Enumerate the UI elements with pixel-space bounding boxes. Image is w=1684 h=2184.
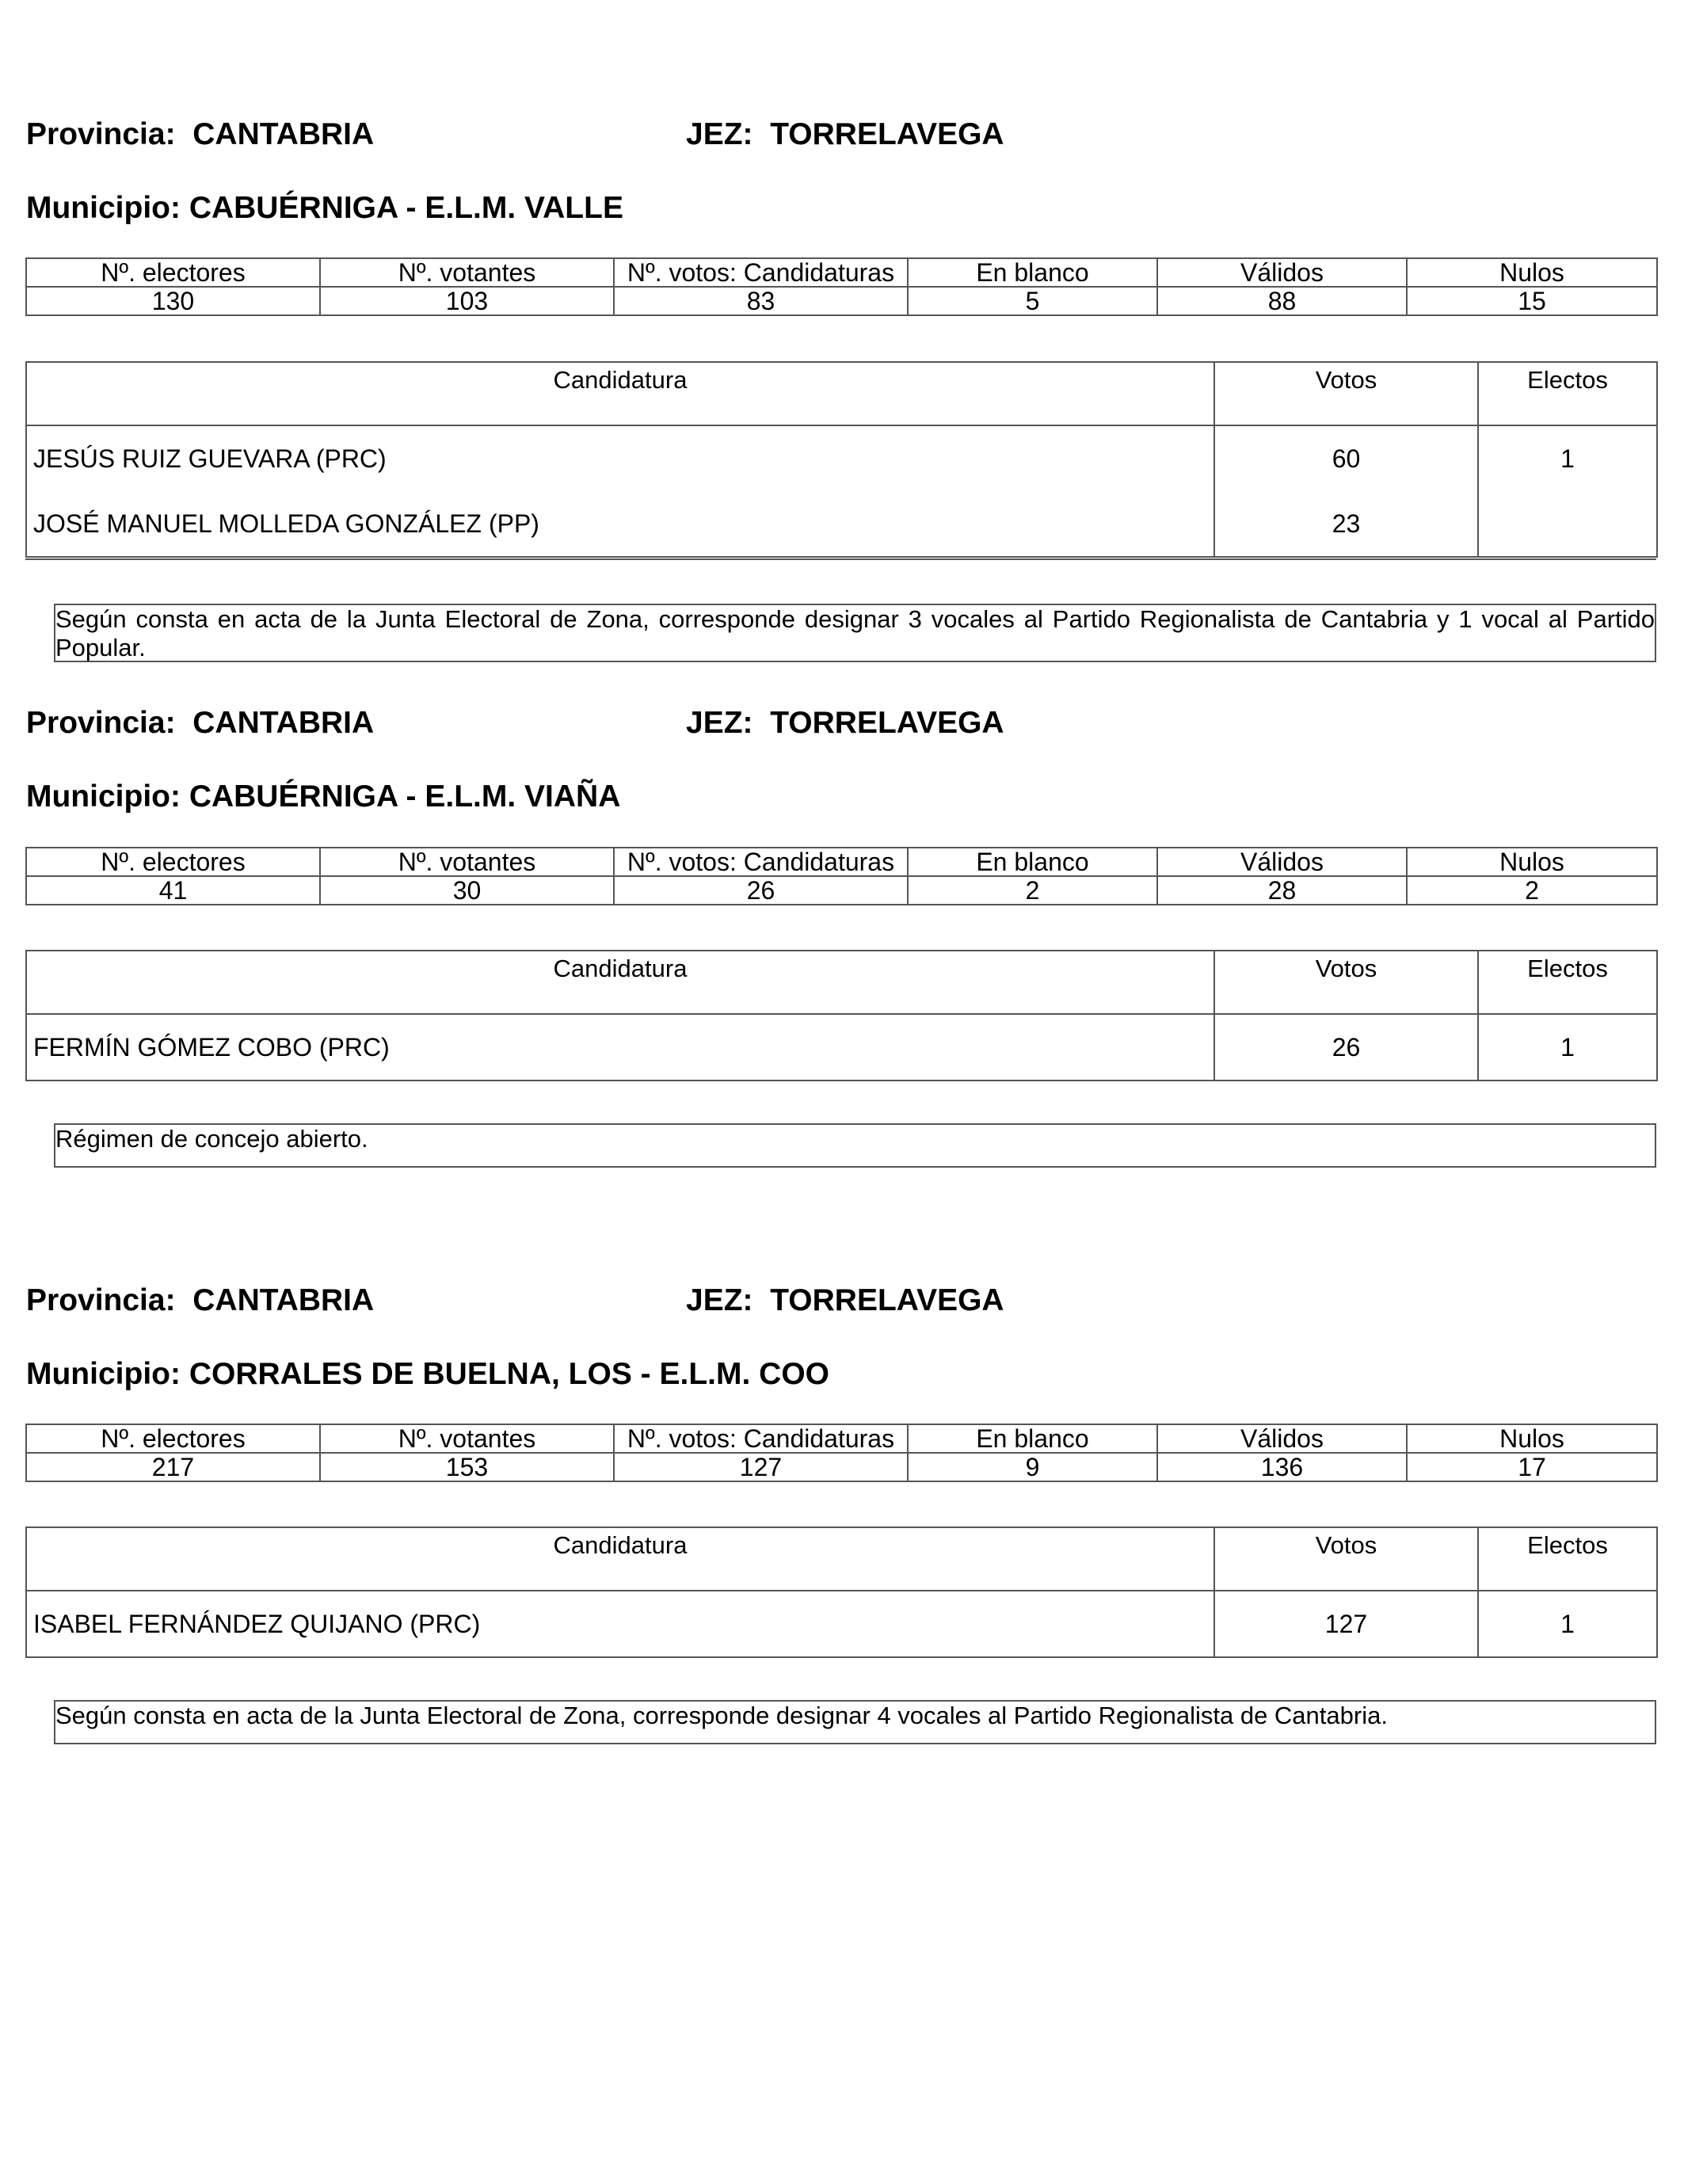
stats-value-votos-candidaturas: 83 <box>614 287 908 315</box>
stats-header-validos: Válidos <box>1157 848 1407 876</box>
note-text: Según consta en acta de la Junta Electoral de Zona, corresponde designar 4 vocales al Partido Regionalista de Cantabria. <box>55 1702 1388 1729</box>
candidate-votos: 127 <box>1214 1591 1478 1657</box>
provincia-heading <box>26 1285 374 1316</box>
candidatura-header-row <box>26 362 1657 425</box>
candidatura-table <box>25 950 1658 1081</box>
municipio-label: Municipio: <box>26 779 181 814</box>
jez-label: JEZ: <box>686 1283 753 1317</box>
stats-value-validos: 28 <box>1157 876 1407 905</box>
candidate-name: JOSÉ MANUEL MOLLEDA GONZÁLEZ (PP) <box>26 491 1214 557</box>
stats-table <box>25 257 1658 316</box>
candidatura-table <box>25 1527 1658 1658</box>
stats-value-nulos: 2 <box>1407 876 1657 905</box>
municipio-heading <box>26 1359 829 1389</box>
candidate-votos: 26 <box>1214 1014 1478 1081</box>
jez-value: TORRELAVEGA <box>770 706 1004 740</box>
stats-value-row <box>26 287 1657 315</box>
candidatura-header: Candidatura <box>26 951 1214 1014</box>
candidate-row <box>26 491 1657 557</box>
candidate-row <box>26 1014 1657 1081</box>
jez-value: TORRELAVEGA <box>770 1283 1004 1317</box>
stats-value-row <box>26 876 1657 905</box>
stats-header-nulos: Nulos <box>1407 258 1657 287</box>
jez-heading <box>686 1285 1004 1316</box>
candidate-electos: 1 <box>1478 1591 1657 1657</box>
municipio-label: Municipio: <box>26 1357 181 1391</box>
stats-value-votos-candidaturas: 26 <box>614 876 908 905</box>
electos-header: Electos <box>1478 1527 1657 1591</box>
stats-value-en-blanco: 2 <box>908 876 1157 905</box>
stats-header-votantes: Nº. votantes <box>320 848 614 876</box>
stats-table <box>25 1424 1658 1482</box>
provincia-value: CANTABRIA <box>192 1283 375 1317</box>
provincia-label: Provincia: <box>26 706 176 740</box>
jez-value: TORRELAVEGA <box>770 117 1004 151</box>
provincia-heading <box>26 707 374 738</box>
note-box <box>54 1123 1656 1168</box>
stats-header-votantes: Nº. votantes <box>320 258 614 287</box>
stats-header-electores: Nº. electores <box>26 258 320 287</box>
stats-header-validos: Válidos <box>1157 258 1407 287</box>
stats-value-en-blanco: 5 <box>908 287 1157 315</box>
municipio-value: CABUÉRNIGA - E.L.M. VIAÑA <box>189 779 621 814</box>
stats-value-en-blanco: 9 <box>908 1453 1157 1481</box>
table-bottom-border <box>25 558 1656 560</box>
candidate-name: ISABEL FERNÁNDEZ QUIJANO (PRC) <box>26 1591 1214 1657</box>
note-box <box>54 1700 1656 1744</box>
note-text: Según consta en acta de la Junta Electoral de Zona, corresponde designar 3 vocales al Partido Regionalista de Cantabria y 1 vocal al Partido Popular. <box>55 605 1655 661</box>
votos-header: Votos <box>1214 1527 1478 1591</box>
provincia-value: CANTABRIA <box>192 706 375 740</box>
stats-table <box>25 847 1658 905</box>
stats-value-validos: 88 <box>1157 287 1407 315</box>
jez-label: JEZ: <box>686 706 753 740</box>
candidatura-header-row <box>26 1527 1657 1591</box>
candidate-votos: 60 <box>1214 425 1478 491</box>
electos-header: Electos <box>1478 951 1657 1014</box>
stats-value-votantes: 103 <box>320 287 614 315</box>
stats-value-validos: 136 <box>1157 1453 1407 1481</box>
stats-header-electores: Nº. electores <box>26 848 320 876</box>
stats-header-en-blanco: En blanco <box>908 848 1157 876</box>
candidate-name: FERMÍN GÓMEZ COBO (PRC) <box>26 1014 1214 1081</box>
stats-header-votos-candidaturas: Nº. votos: Candidaturas <box>614 1424 908 1453</box>
candidatura-header: Candidatura <box>26 362 1214 425</box>
candidatura-header-row <box>26 951 1657 1014</box>
stats-value-votos-candidaturas: 127 <box>614 1453 908 1481</box>
provincia-label: Provincia: <box>26 117 176 151</box>
stats-header-row <box>26 258 1657 287</box>
stats-header-votos-candidaturas: Nº. votos: Candidaturas <box>614 848 908 876</box>
municipio-heading <box>26 781 620 812</box>
candidatura-table <box>25 361 1658 558</box>
stats-value-votantes: 30 <box>320 876 614 905</box>
stats-header-row <box>26 848 1657 876</box>
note-text: Régimen de concejo abierto. <box>55 1125 368 1153</box>
jez-label: JEZ: <box>686 117 753 151</box>
municipio-value: CORRALES DE BUELNA, LOS - E.L.M. COO <box>189 1357 829 1391</box>
stats-header-electores: Nº. electores <box>26 1424 320 1453</box>
stats-value-nulos: 15 <box>1407 287 1657 315</box>
stats-value-electores: 130 <box>26 287 320 315</box>
votos-header: Votos <box>1214 951 1478 1014</box>
candidate-electos: 1 <box>1478 1014 1657 1081</box>
note-box <box>54 604 1656 662</box>
provincia-heading <box>26 119 374 150</box>
stats-value-votantes: 153 <box>320 1453 614 1481</box>
candidate-electos <box>1478 491 1657 557</box>
stats-header-row <box>26 1424 1657 1453</box>
stats-header-votantes: Nº. votantes <box>320 1424 614 1453</box>
stats-value-electores: 217 <box>26 1453 320 1481</box>
stats-header-votos-candidaturas: Nº. votos: Candidaturas <box>614 258 908 287</box>
stats-value-nulos: 17 <box>1407 1453 1657 1481</box>
jez-heading <box>686 119 1004 150</box>
provincia-label: Provincia: <box>26 1283 176 1317</box>
stats-header-nulos: Nulos <box>1407 848 1657 876</box>
stats-header-nulos: Nulos <box>1407 1424 1657 1453</box>
stats-header-en-blanco: En blanco <box>908 1424 1157 1453</box>
candidate-name: JESÚS RUIZ GUEVARA (PRC) <box>26 425 1214 491</box>
votos-header: Votos <box>1214 362 1478 425</box>
candidate-row <box>26 425 1657 491</box>
electos-header: Electos <box>1478 362 1657 425</box>
provincia-value: CANTABRIA <box>192 117 375 151</box>
candidate-votos: 23 <box>1214 491 1478 557</box>
candidatura-header: Candidatura <box>26 1527 1214 1591</box>
candidate-electos: 1 <box>1478 425 1657 491</box>
stats-header-validos: Válidos <box>1157 1424 1407 1453</box>
jez-heading <box>686 707 1004 738</box>
candidate-row <box>26 1591 1657 1657</box>
municipio-label: Municipio: <box>26 191 181 225</box>
municipio-heading <box>26 192 623 223</box>
stats-value-electores: 41 <box>26 876 320 905</box>
municipio-value: CABUÉRNIGA - E.L.M. VALLE <box>189 191 623 225</box>
stats-value-row <box>26 1453 1657 1481</box>
stats-header-en-blanco: En blanco <box>908 258 1157 287</box>
